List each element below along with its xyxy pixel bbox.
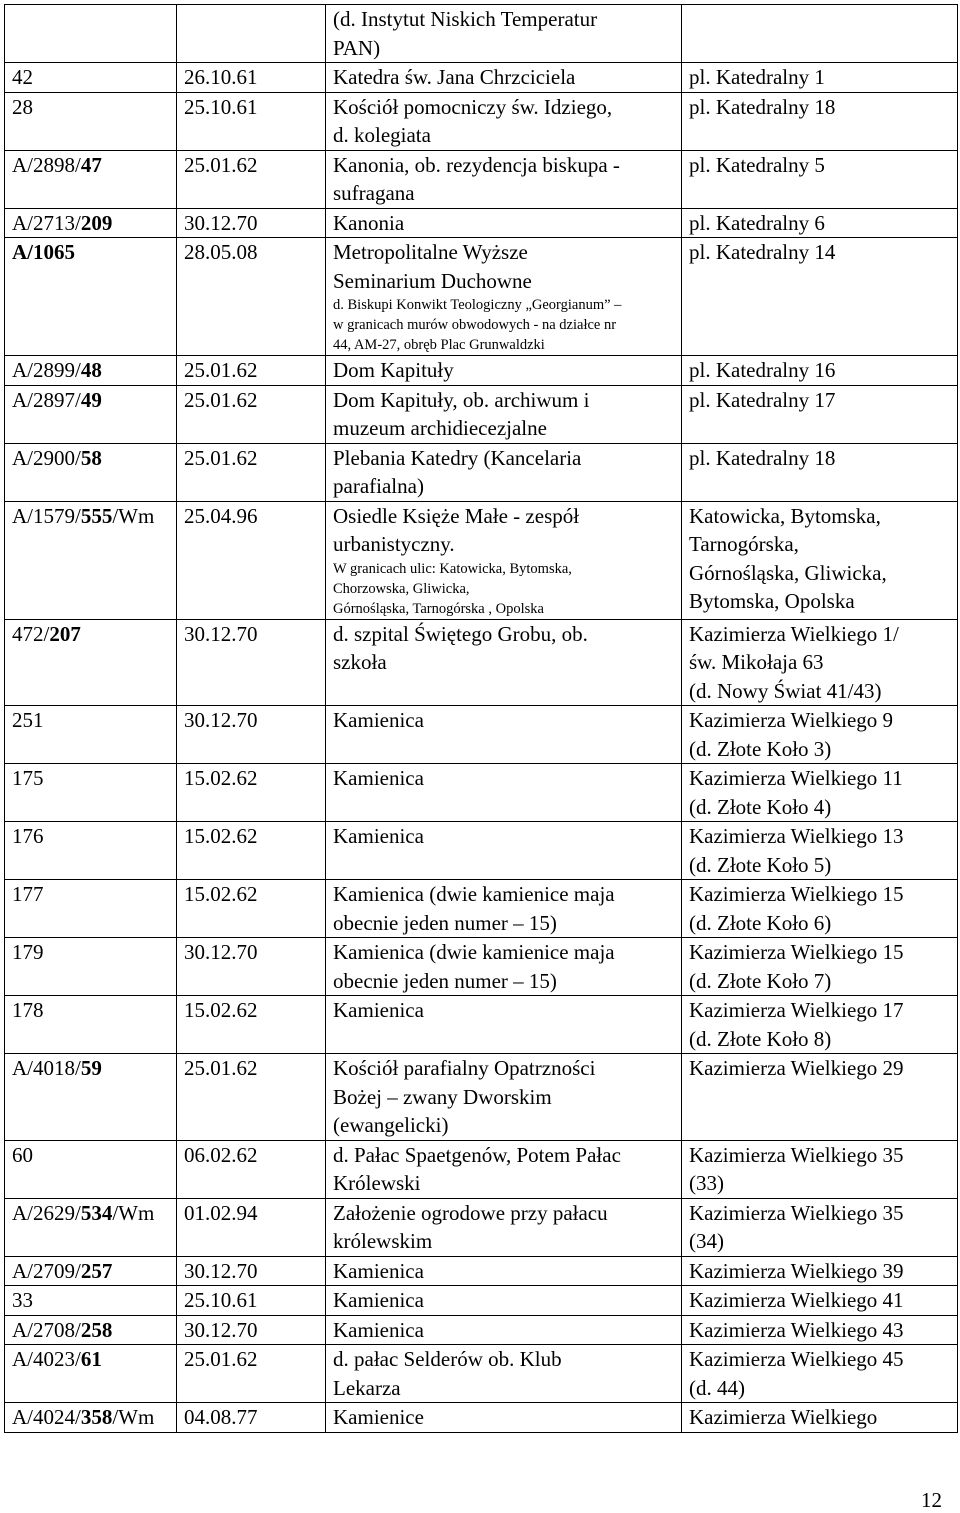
entry-date: 26.10.61 (184, 65, 258, 89)
object-name-line: parafialna) (333, 474, 424, 498)
entry-date: 25.01.62 (184, 358, 258, 382)
entry-date: 25.04.96 (184, 503, 258, 528)
table-row (5, 63, 958, 93)
object-note-line: Górnośląska, Tarnogórska , Opolska (333, 600, 544, 617)
entry-date: 15.02.62 (184, 998, 258, 1022)
object-name-line: PAN) (333, 35, 381, 60)
entry-date-cell (177, 1256, 326, 1286)
register-number-cell (5, 1054, 177, 1141)
address-line: (d. Złote Koło 6) (689, 910, 832, 935)
object-name-cell (326, 1403, 682, 1433)
table-row (5, 1286, 958, 1316)
register-number-prefix: A/4018/ (12, 1056, 81, 1080)
address-line: pl. Katedralny 17 (689, 387, 836, 412)
object-name-line: Kamienica (333, 1317, 424, 1342)
object-name-line: obecnie jeden numer – 15) (333, 910, 557, 935)
object-name-cell (326, 501, 682, 619)
table-row (5, 443, 958, 501)
object-name-cell (326, 996, 682, 1054)
table-row (5, 92, 958, 150)
object-name-line: Kanonia (333, 210, 405, 235)
entry-date-cell (177, 443, 326, 501)
table-row (5, 5, 958, 63)
address-line: (d. Złote Koło 5) (689, 852, 832, 877)
entry-date-cell (177, 1403, 326, 1433)
register-number-bold: 49 (80, 387, 102, 412)
object-name-line: szkoła (333, 650, 387, 674)
object-name-cell (326, 1315, 682, 1345)
register-number-cell (5, 706, 177, 764)
register-number-bold: A/1065 (12, 240, 75, 264)
object-name-line: (d. Instytut Niskich Temperatur (333, 7, 598, 31)
object-name-line: Kanonia, ob. rezydencja biskupa - (333, 152, 620, 177)
address-line: Kazimierza Wielkiego 35 (689, 1142, 904, 1167)
address-cell (682, 1345, 958, 1403)
address-line: (d. Złote Koło 8) (689, 1026, 832, 1051)
address-line: pl. Katedralny 16 (689, 358, 836, 382)
register-number-prefix: 472/ (12, 621, 50, 646)
register-number-cell (5, 996, 177, 1054)
object-name-cell (326, 822, 682, 880)
address-line: pl. Katedralny 1 (689, 65, 825, 89)
address-line: pl. Katedralny 18 (689, 445, 836, 470)
register-number-cell (5, 1286, 177, 1316)
register-number-cell (5, 938, 177, 996)
entry-date-cell (177, 92, 326, 150)
address-cell (682, 1286, 958, 1316)
entry-date-cell (177, 619, 326, 706)
register-number-bold: 555 (80, 503, 113, 528)
object-name-line: sufragana (333, 181, 415, 205)
register-number-bold: 48 (80, 358, 102, 382)
register-number-prefix: A/1579/ (12, 503, 81, 528)
object-name-line: królewskim (333, 1229, 433, 1253)
object-name-line: Kamienice (333, 1405, 424, 1429)
object-name-line: Kamienica (333, 708, 424, 732)
entry-date-cell (177, 501, 326, 619)
object-name-line: Plebania Katedry (Kancelaria (333, 445, 582, 470)
object-name-line: Kamienica (333, 1288, 424, 1312)
address-line: Kazimierza Wielkiego 29 (689, 1056, 904, 1080)
entry-date: 15.02.62 (184, 766, 258, 790)
object-name-line: Kamienica (dwie kamienice maja (333, 882, 615, 906)
entry-date-cell (177, 356, 326, 386)
address-cell (682, 1140, 958, 1198)
address-cell (682, 938, 958, 996)
register-number-prefix: 60 (12, 1142, 33, 1167)
table-row (5, 938, 958, 996)
register-number-cell (5, 1140, 177, 1198)
register-number-prefix: A/2900/ (12, 445, 81, 470)
address-line: Tarnogórska, (689, 532, 799, 556)
entry-date: 01.02.94 (184, 1200, 258, 1225)
register-number-cell (5, 238, 177, 356)
address-cell (682, 1198, 958, 1256)
object-note-line: w granicach murów obwodowych - na działce nr (333, 317, 617, 333)
register-number-bold: 257 (80, 1258, 113, 1283)
page-number: 12 (921, 1488, 942, 1512)
register-number-bold: 209 (80, 210, 113, 235)
object-name-cell (326, 5, 682, 63)
object-name-cell (326, 238, 682, 356)
address-line: Kazimierza Wielkiego 11 (689, 766, 903, 790)
object-name-cell (326, 1140, 682, 1198)
register-number-suffix: /Wm (112, 1200, 155, 1225)
entry-date: 30.12.70 (184, 1317, 258, 1342)
register-number-cell (5, 356, 177, 386)
register-number-cell (5, 63, 177, 93)
object-name-cell (326, 1054, 682, 1141)
address-cell (682, 356, 958, 386)
register-number-prefix: 177 (12, 882, 44, 906)
register-number-prefix: A/2898/ (12, 152, 81, 177)
address-line: Kazimierza Wielkiego 39 (689, 1258, 904, 1283)
monument-register-table (4, 4, 958, 1433)
address-line: Kazimierza Wielkiego 45 (689, 1347, 904, 1371)
register-number-bold: 358 (80, 1405, 113, 1429)
entry-date-cell (177, 764, 326, 822)
entry-date-cell (177, 938, 326, 996)
entry-date: 30.12.70 (184, 708, 258, 732)
entry-date-cell (177, 822, 326, 880)
address-line: Kazimierza Wielkiego 35 (689, 1200, 904, 1225)
entry-date: 25.01.62 (184, 1056, 258, 1080)
object-name-line: Założenie ogrodowe przy pałacu (333, 1200, 608, 1225)
table-row (5, 822, 958, 880)
entry-date-cell (177, 1140, 326, 1198)
address-line: Kazimierza Wielkiego 43 (689, 1317, 904, 1342)
table-row (5, 1054, 958, 1141)
object-note-line: 44, AM-27, obręb Plac Grunwaldzki (333, 337, 545, 353)
address-line: (d. Złote Koło 3) (689, 736, 832, 761)
address-cell (682, 1256, 958, 1286)
register-number-prefix: A/2897/ (12, 387, 81, 412)
register-number-prefix: 42 (12, 65, 33, 89)
object-name-cell (326, 1256, 682, 1286)
address-line: (34) (689, 1229, 724, 1253)
register-number-prefix: A/2709/ (12, 1258, 81, 1283)
address-line: Kazimierza Wielkiego 15 (689, 882, 904, 906)
entry-date-cell (177, 996, 326, 1054)
register-number-cell (5, 1198, 177, 1256)
address-line: Kazimierza Wielkiego 41 (689, 1288, 904, 1312)
table-row (5, 1403, 958, 1433)
register-number-cell (5, 5, 177, 63)
object-note-line: d. Biskupi Konwikt Teologiczny „Georgianum” – (333, 297, 622, 313)
register-number-cell (5, 443, 177, 501)
object-note-line: W granicach ulic: Katowicka, Bytomska, (333, 560, 572, 577)
table-row (5, 1256, 958, 1286)
object-name-line: Królewski (333, 1171, 421, 1195)
entry-date: 25.01.62 (184, 445, 258, 470)
object-name-line: Kamienica (333, 1258, 424, 1283)
object-name-cell (326, 208, 682, 238)
entry-date-cell (177, 880, 326, 938)
object-name-line: (ewangelicki) (333, 1113, 449, 1137)
address-line: pl. Katedralny 18 (689, 94, 836, 119)
object-name-line: Bożej – zwany Dworskim (333, 1084, 552, 1109)
address-cell (682, 501, 958, 619)
table-row (5, 150, 958, 208)
entry-date-cell (177, 385, 326, 443)
entry-date: 04.08.77 (184, 1405, 258, 1429)
object-name-line: Osiedle Księże Małe - zespół (333, 503, 580, 528)
address-cell (682, 385, 958, 443)
object-name-line: d. pałac Selderów ob. Klub (333, 1347, 562, 1371)
object-name-line: Kościół pomocniczy św. Idziego, (333, 94, 613, 119)
object-name-cell (326, 1345, 682, 1403)
object-name-cell (326, 1198, 682, 1256)
address-cell (682, 5, 958, 63)
object-name-line: Seminarium Duchowne (333, 268, 532, 293)
table-row (5, 238, 958, 356)
object-name-line: Kamienica (333, 824, 424, 848)
entry-date: 06.02.62 (184, 1142, 258, 1167)
object-name-cell (326, 938, 682, 996)
object-name-cell (326, 443, 682, 501)
address-line: (33) (689, 1171, 724, 1195)
register-number-bold: 61 (80, 1347, 102, 1371)
table-row (5, 706, 958, 764)
object-name-line: d. Pałac Spaetgenów, Potem Pałac (333, 1142, 621, 1167)
register-number-prefix: 176 (12, 824, 44, 848)
entry-date-cell (177, 706, 326, 764)
register-number-cell (5, 150, 177, 208)
object-name-line: obecnie jeden numer – 15) (333, 968, 557, 993)
entry-date: 25.01.62 (184, 387, 258, 412)
address-cell (682, 880, 958, 938)
register-number-prefix: 33 (12, 1288, 33, 1312)
address-line: (d. 44) (689, 1375, 745, 1400)
entry-date: 25.10.61 (184, 94, 258, 119)
address-cell (682, 443, 958, 501)
object-name-line: d. szpital Świętego Grobu, ob. (333, 621, 588, 646)
entry-date: 30.12.70 (184, 940, 258, 964)
register-number-cell (5, 385, 177, 443)
register-number-prefix: 179 (12, 940, 44, 964)
table-row (5, 356, 958, 386)
object-name-cell (326, 880, 682, 938)
table-row (5, 1315, 958, 1345)
address-cell (682, 1054, 958, 1141)
register-number-suffix: /Wm (112, 503, 155, 528)
address-cell (682, 238, 958, 356)
entry-date-cell (177, 238, 326, 356)
register-number-cell (5, 1256, 177, 1286)
object-name-cell (326, 764, 682, 822)
object-name-line: Lekarza (333, 1375, 401, 1400)
object-name-line: muzeum archidiecezjalne (333, 416, 547, 440)
table-row (5, 501, 958, 619)
address-line: (d. Złote Koło 7) (689, 968, 832, 993)
entry-date: 30.12.70 (184, 210, 258, 235)
address-line: pl. Katedralny 6 (689, 210, 825, 235)
table-row (5, 619, 958, 706)
address-cell (682, 92, 958, 150)
address-line: Katowicka, Bytomska, (689, 503, 881, 528)
object-name-line: urbanistyczny. (333, 532, 455, 556)
object-name-line: Dom Kapituły (333, 358, 454, 382)
register-table-body (5, 5, 958, 1433)
entry-date-cell (177, 150, 326, 208)
table-row (5, 880, 958, 938)
register-number-cell (5, 1315, 177, 1345)
object-name-line: Kamienica (333, 766, 424, 790)
register-number-bold: 207 (49, 621, 81, 646)
entry-date: 30.12.70 (184, 1258, 258, 1283)
address-cell (682, 822, 958, 880)
address-line: (d. Nowy Świat 41/43) (689, 678, 882, 703)
register-number-prefix: A/4023/ (12, 1347, 81, 1371)
entry-date: 25.10.61 (184, 1288, 258, 1312)
register-number-cell (5, 501, 177, 619)
entry-date-cell (177, 1345, 326, 1403)
address-cell (682, 1403, 958, 1433)
register-number-cell (5, 1403, 177, 1433)
register-number-cell (5, 208, 177, 238)
address-line: (d. Złote Koło 4) (689, 794, 832, 819)
object-name-line: Kamienica (333, 998, 424, 1022)
register-number-prefix: 178 (12, 998, 44, 1022)
object-name-line: Metropolitalne Wyższe (333, 240, 528, 264)
register-number-prefix: A/4024/ (12, 1405, 81, 1429)
object-name-line: d. kolegiata (333, 123, 431, 147)
address-cell (682, 208, 958, 238)
address-cell (682, 150, 958, 208)
address-line: św. Mikołaja 63 (689, 650, 824, 674)
address-line: Górnośląska, Gliwicka, (689, 560, 887, 585)
register-number-bold: 258 (80, 1317, 113, 1342)
address-line: Kazimierza Wielkiego 9 (689, 708, 894, 732)
register-number-cell (5, 1345, 177, 1403)
address-line: pl. Katedralny 5 (689, 152, 825, 177)
address-line: Kazimierza Wielkiego 15 (689, 940, 904, 964)
address-cell (682, 706, 958, 764)
register-number-cell (5, 880, 177, 938)
object-name-line: Katedra św. Jana Chrzciciela (333, 65, 576, 89)
address-line: Kazimierza Wielkiego 1/ (689, 621, 899, 646)
entry-date: 25.01.62 (184, 152, 258, 177)
table-row (5, 1198, 958, 1256)
object-name-cell (326, 385, 682, 443)
register-number-suffix: /Wm (112, 1405, 155, 1429)
register-number-cell (5, 92, 177, 150)
register-number-bold: 59 (80, 1056, 102, 1080)
table-row (5, 1140, 958, 1198)
entry-date: 25.01.62 (184, 1347, 258, 1371)
object-name-cell (326, 356, 682, 386)
entry-date: 15.02.62 (184, 824, 258, 848)
register-number-cell (5, 619, 177, 706)
register-number-prefix: 251 (12, 708, 44, 732)
object-name-cell (326, 150, 682, 208)
object-name-cell (326, 706, 682, 764)
entry-date-cell (177, 208, 326, 238)
entry-date-cell (177, 1054, 326, 1141)
address-cell (682, 1315, 958, 1345)
register-number-prefix: A/2713/ (12, 210, 81, 235)
object-name-cell (326, 619, 682, 706)
entry-date-cell (177, 63, 326, 93)
register-number-bold: 534 (80, 1200, 113, 1225)
table-row (5, 1345, 958, 1403)
address-cell (682, 764, 958, 822)
object-note-line: Chorzowska, Gliwicka, (333, 580, 470, 597)
address-cell (682, 63, 958, 93)
register-number-prefix: A/2708/ (12, 1317, 81, 1342)
object-name-line: Kościół parafialny Opatrzności (333, 1056, 596, 1080)
object-name-line: Kamienica (dwie kamienice maja (333, 940, 615, 964)
register-number-bold: 58 (80, 445, 102, 470)
address-cell (682, 996, 958, 1054)
object-name-cell (326, 1286, 682, 1316)
table-row (5, 385, 958, 443)
entry-date-cell (177, 5, 326, 63)
address-line: pl. Katedralny 14 (689, 240, 836, 264)
register-number-prefix: 175 (12, 766, 44, 790)
entry-date: 30.12.70 (184, 621, 258, 646)
address-line: Kazimierza Wielkiego (689, 1405, 878, 1429)
address-line: Bytomska, Opolska (689, 589, 855, 613)
register-number-prefix: 28 (12, 94, 33, 119)
register-number-prefix: A/2899/ (12, 358, 81, 382)
object-name-line: Dom Kapituły, ob. archiwum i (333, 387, 590, 412)
register-number-bold: 47 (80, 152, 102, 177)
entry-date: 28.05.08 (184, 240, 258, 264)
table-row (5, 996, 958, 1054)
register-number-cell (5, 822, 177, 880)
entry-date: 15.02.62 (184, 882, 258, 906)
table-row (5, 764, 958, 822)
object-name-cell (326, 92, 682, 150)
entry-date-cell (177, 1286, 326, 1316)
entry-date-cell (177, 1198, 326, 1256)
register-number-prefix: A/2629/ (12, 1200, 81, 1225)
entry-date-cell (177, 1315, 326, 1345)
register-number-cell (5, 764, 177, 822)
object-name-cell (326, 63, 682, 93)
address-line: Kazimierza Wielkiego 13 (689, 824, 904, 848)
table-row (5, 208, 958, 238)
address-cell (682, 619, 958, 706)
address-line: Kazimierza Wielkiego 17 (689, 998, 904, 1022)
